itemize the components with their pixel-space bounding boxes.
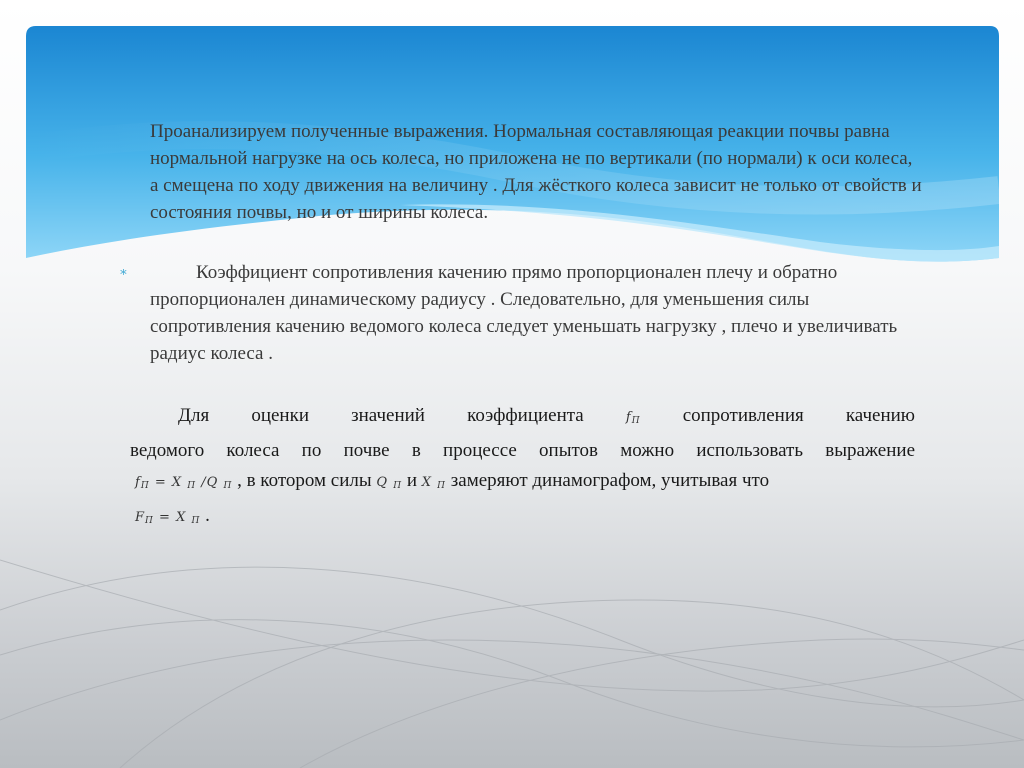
formula-line-2: ведомого колеса по почве в процессе опытов можно использовать выражение <box>130 440 915 461</box>
paragraph-rolling-coefficient: Коэффициент сопротивления качению прямо пропорционален плечу и обратно пропорционален динамическому радиусу . Следовательно, для уменьшения силы сопротивления качению ведомого колеса следует уменьшать нагрузку , плечо и увеличивать радиус колеса . <box>150 262 898 364</box>
paragraph-analysis: Проанализируем полученные выражения. Нормальная составляющая реакции почвы равна нормальной нагрузке на ось колеса, но приложена не по вертикали (по нормали) к оси колеса, а смещена по ходу движения на величину . Для жёсткого колеса зависит не только от свойств и состояния почвы, но и от ширины колеса. <box>150 121 922 223</box>
formula-line-3: $f_П = X$ $_П$ /Q $_П$ , в котором силы Q $_П$ и X $_П$ замеряют динамографом, учитывая что <box>135 470 770 491</box>
symbol-q: Q $_П$ <box>376 475 403 491</box>
symbol-x: X $_П$ <box>421 475 446 491</box>
expression-f-equals-x: $F_П = X$ $_П$ <box>135 510 201 526</box>
formula-paragraph <box>130 401 915 536</box>
symbol-f: $f_П$ <box>625 410 641 426</box>
formula-line-4: $F_П = X$ $_П$ . <box>135 505 210 526</box>
expression-f-equals-x-over-q: $f_П = X$ $_П$ /Q $_П$ <box>135 475 233 491</box>
bullet-icon: ∗ <box>119 264 128 279</box>
formula-line-1: Для оценки значений коэффициента $f_П$ сопротивления качению <box>178 405 915 426</box>
